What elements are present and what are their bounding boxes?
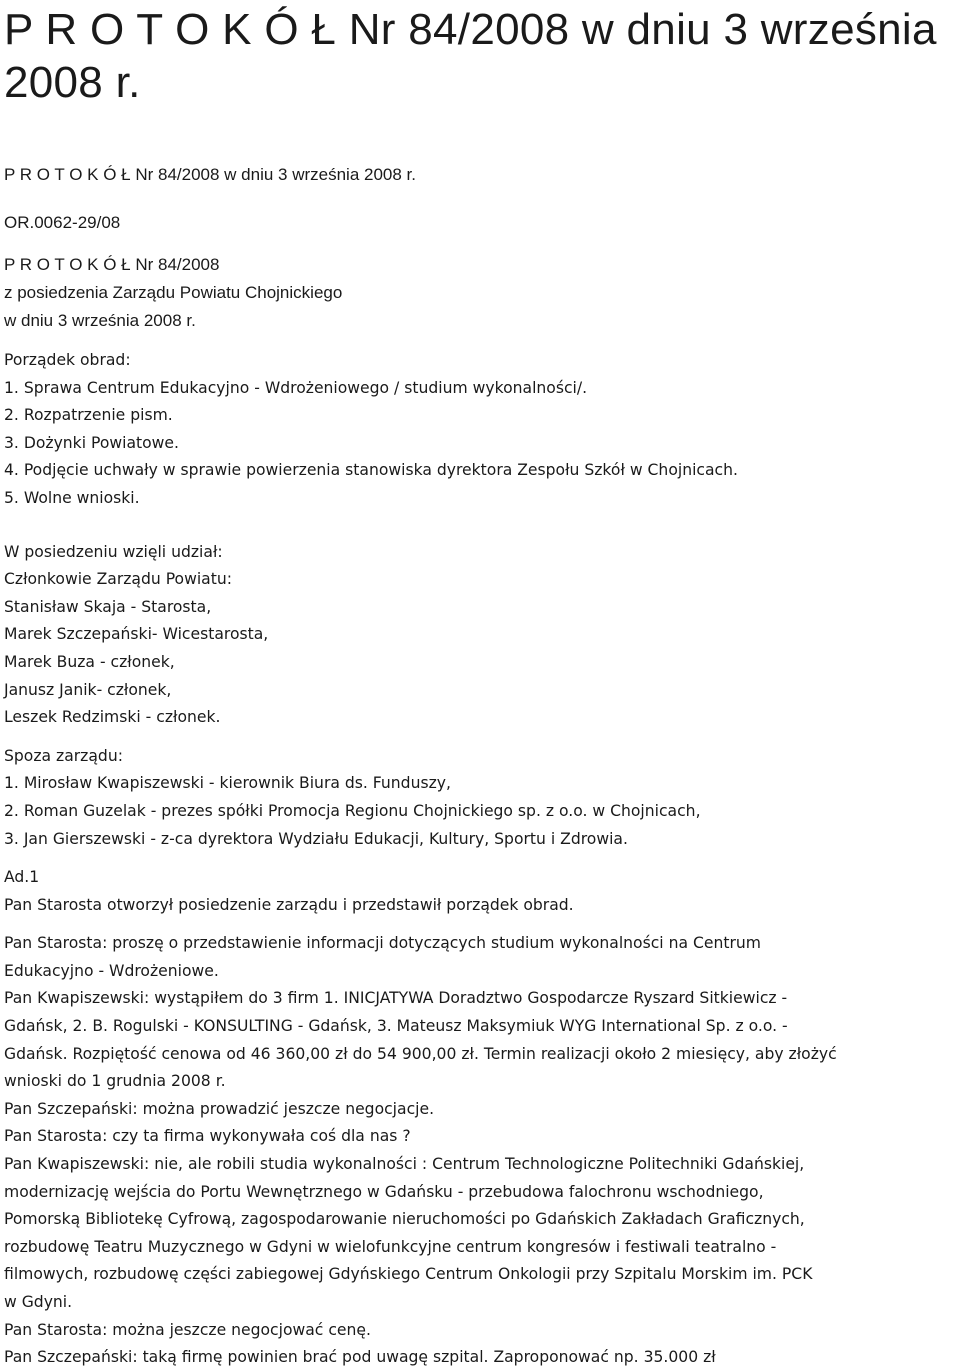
ad1-label: Ad.1	[4, 868, 40, 887]
outside-item: 2. Roman Guzelak - prezes spółki Promocja Regionu Chojnickiego sp. z o.o. w Chojnicach,	[4, 801, 701, 820]
body-line: Pan Starosta: proszę o przedstawienie informacji dotyczących studium wykonalności na Centrum	[4, 934, 761, 953]
agenda-item: 4. Podjęcie uchwały w sprawie powierzenia stanowiska dyrektora Zespołu Szkół w Chojnicach.	[4, 461, 738, 480]
member-item: Marek Buza - członek,	[4, 652, 175, 671]
body-line: Gdańsk. Rozpiętość cenowa od 46 360,00 zł do 54 900,00 zł. Termin realizacji około 2 miesięcy, aby złożyć	[4, 1044, 837, 1063]
page-title: P R O T O K Ó Ł Nr 84/2008 w dniu 3 września 2008 r.	[4, 5, 937, 107]
outside-section	[4, 743, 956, 853]
body-line: wnioski do 1 grudnia 2008 r.	[4, 1072, 226, 1091]
body-line: Pomorską Bibliotekę Cyfrową, zagospodarowanie nieruchomości po Gdańskich Zakładach Graficznych,	[4, 1210, 805, 1229]
member-item: Leszek Redzimski - członek.	[4, 708, 221, 727]
document-subtitle: P R O T O K Ó Ł Nr 84/2008 w dniu 3 września 2008 r.	[4, 165, 416, 184]
discussion-section	[4, 930, 956, 1372]
member-item: Janusz Janik- członek,	[4, 680, 172, 699]
agenda-item: 3. Dożynki Powiatowe.	[4, 433, 179, 452]
body-line: Pan Szczepański: można prowadzić jeszcze negocjacje.	[4, 1099, 435, 1118]
body-line: Gdańsk, 2. B. Rogulski - KONSULTING - Gdańsk, 3. Mateusz Maksymiuk WYG International Sp. z o.o. -	[4, 1017, 788, 1036]
members-title: Członkowie Zarządu Powiatu:	[4, 570, 232, 589]
body-line: w Gdyni.	[4, 1293, 73, 1311]
outside-item: 1. Mirosław Kwapiszewski - kierownik Biura ds. Funduszy,	[4, 774, 451, 793]
body-line: Pan Szczepański: taką firmę powinien brać pod uwagę szpital. Zaproponować np. 35.000 zł	[4, 1348, 716, 1367]
member-item: Marek Szczepański- Wicestarosta,	[4, 625, 269, 644]
member-item: Stanisław Skaja - Starosta,	[4, 597, 212, 616]
body-line: Pan Starosta: czy ta firma wykonywała coś dla nas ?	[4, 1127, 411, 1146]
body-line: rozbudowę Teatru Muzycznego w Gdyni w wielofunkcyjne centrum kongresów i festiwali teatralno -	[4, 1237, 777, 1256]
document-reference: OR.0062-29/08	[4, 213, 121, 232]
outside-item: 3. Jan Gierszewski - z-ca dyrektora Wydziału Edukacji, Kultury, Sportu i Zdrowia.	[4, 829, 628, 848]
body-line: filmowych, rozbudowę części zabiegowej Gdyńskiego Centrum Onkologii przy Szpitalu Morskim im. PCK	[4, 1265, 813, 1284]
agenda-section	[4, 347, 956, 513]
agenda-title: Porządek obrad:	[4, 351, 131, 369]
agenda-item: 1. Sprawa Centrum Edukacyjno - Wdrożeniowego / studium wykonalności/.	[4, 378, 588, 397]
body-line: modernizację wejścia do Portu Wewnętrznego w Gdańsku - przebudowa falochronu wschodniego,	[4, 1182, 764, 1201]
agenda-item: 2. Rozpatrzenie pism.	[4, 406, 173, 425]
participants-intro: W posiedzeniu wzięli udział:	[4, 542, 223, 561]
outside-title: Spoza zarządu:	[4, 746, 123, 765]
participants-section	[4, 539, 956, 732]
document-header	[4, 161, 956, 335]
body-line: Pan Starosta: można jeszcze negocjować cenę.	[4, 1320, 371, 1339]
document-page	[4, 0, 956, 1372]
ad1-section	[4, 864, 956, 919]
header-line: w dniu 3 września 2008 r.	[4, 311, 196, 330]
ad1-text: Pan Starosta otworzył posiedzenie zarządu i przedstawił porządek obrad.	[4, 895, 574, 914]
agenda-item: 5. Wolne wnioski.	[4, 488, 140, 507]
body-line: Pan Kwapiszewski: nie, ale robili studia wykonalności : Centrum Technologiczne Politechniki Gdańskiej,	[4, 1155, 805, 1174]
header-line: z posiedzenia Zarządu Powiatu Chojnickiego	[4, 283, 343, 302]
body-line: Pan Kwapiszewski: wystąpiłem do 3 firm 1. INICJATYWA Doradztwo Gospodarcze Ryszard Sitkiewicz -	[4, 989, 788, 1008]
header-line: P R O T O K Ó Ł Nr 84/2008	[4, 255, 220, 274]
body-line: Edukacyjno - Wdrożeniowe.	[4, 961, 219, 980]
